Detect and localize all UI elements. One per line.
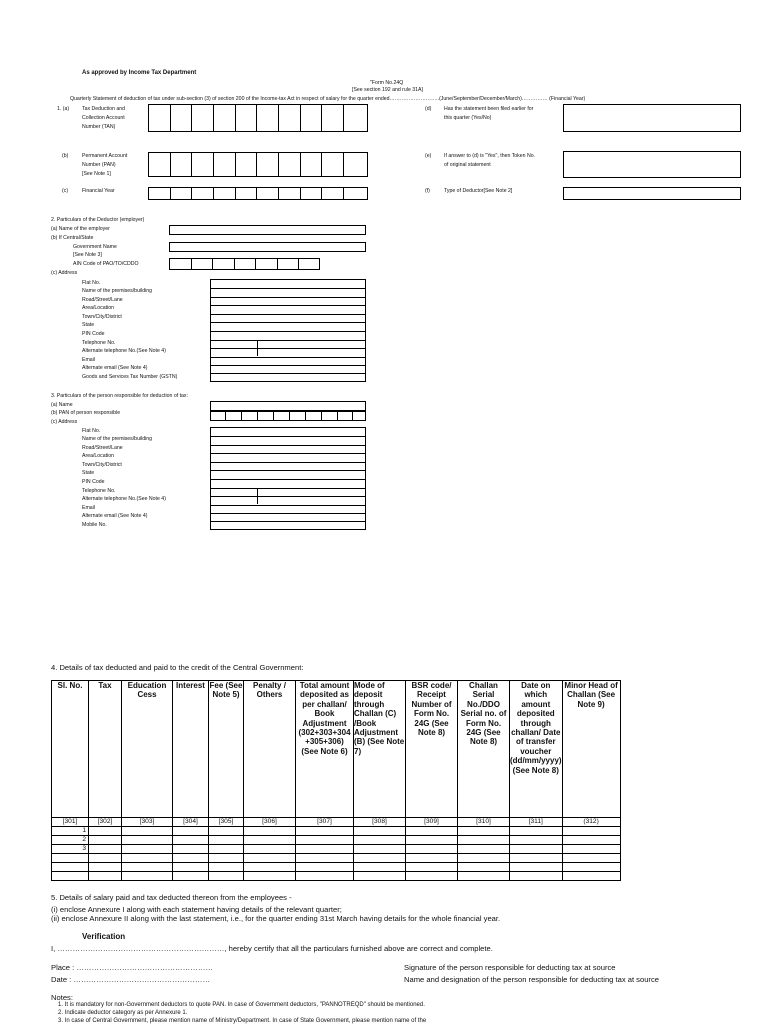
token-number-input[interactable] xyxy=(563,151,741,178)
pan-label-3: [See Note 1] xyxy=(82,171,111,177)
item-1b-number: (b) xyxy=(62,153,69,159)
emp-town-label: Town/City/District xyxy=(82,314,122,320)
verification-title: Verification xyxy=(82,932,126,941)
code-307: [307] xyxy=(296,818,354,827)
code-306: [306] xyxy=(244,818,296,827)
responsible-pan-boxes[interactable] xyxy=(210,411,366,421)
token-label-2: of original statement xyxy=(444,162,491,168)
tan-label-1: Tax Deduction and xyxy=(82,106,125,112)
section3-title: 3. Particulars of the person responsible for deduction of tax: xyxy=(51,393,188,399)
row-serial xyxy=(52,863,89,872)
employer-name-input[interactable] xyxy=(169,225,366,235)
col-header-total-amount: Total amount deposited as per challan/ Book Adjustment (302+303+304 +305+306) (See Note 6) xyxy=(296,681,354,818)
employer-address-label: (c) Address xyxy=(51,270,78,276)
ain-label: AIN Code of PAO/TO/CDDO xyxy=(73,261,139,267)
resp-road-label: Road/Street/Lane xyxy=(82,445,123,451)
col-header-interest: Interest xyxy=(173,681,209,818)
resp-alt-email-label: Alternate email (See Note 4) xyxy=(82,513,148,519)
section2-title: 2. Particulars of the Deductor (employer) xyxy=(51,217,145,223)
col-header-sl-no: Sl. No. xyxy=(52,681,89,818)
resp-town-label: Town/City/District xyxy=(82,462,122,468)
employer-address-grid[interactable] xyxy=(210,279,366,382)
financial-year-boxes[interactable] xyxy=(148,187,368,200)
form-number: "Form No.24Q xyxy=(370,80,404,86)
verification-place[interactable]: Place : ……………………………………………… xyxy=(51,963,214,972)
filed-earlier-input[interactable] xyxy=(563,104,741,132)
item-1c-number: (c) xyxy=(62,188,69,194)
resp-email-label: Email xyxy=(82,505,95,511)
row-serial xyxy=(52,854,89,863)
table-header-row xyxy=(52,681,621,818)
emp-alt-email-label: Alternate email (See Note 4) xyxy=(82,365,148,371)
item-1a-number: 1. (a) xyxy=(57,106,70,112)
tan-label-3: Number (TAN) xyxy=(82,124,116,130)
table-row xyxy=(52,827,621,836)
code-301: [301] xyxy=(52,818,89,827)
govt-label-1: (b) If Central/State xyxy=(51,235,94,241)
table-row xyxy=(52,872,621,881)
filed-earlier-label-1: Has the statement been filed earlier for xyxy=(444,106,534,112)
tax-details-table xyxy=(51,680,621,881)
resp-flat-label: Flat No. xyxy=(82,428,101,434)
rule-reference: [See section 192 and rule 31A] xyxy=(352,87,423,93)
resp-state-label: State xyxy=(82,470,95,476)
pan-input-boxes[interactable] xyxy=(148,152,368,177)
section5-item-ii: (ii) enclose Annexure II along with the last statement, i.e., for the quarter ending 31st March having details for the whole financial year. xyxy=(51,914,501,923)
emp-road-label: Road/Street/Lane xyxy=(82,297,123,303)
emp-premises-label: Name of the premises/building xyxy=(82,288,153,294)
deductor-type-label: Type of Deductor[See Note 2] xyxy=(444,188,513,194)
section5-item-i: (i) enclose Annexure I along with each statement having details of the relevant quarter; xyxy=(51,905,342,914)
item-1f-number: (f) xyxy=(425,188,430,194)
emp-state-label: State xyxy=(82,322,95,328)
tan-label-2: Collection Account xyxy=(82,115,125,121)
section5-title: 5. Details of salary paid and tax deducted thereon from the employees - xyxy=(51,893,292,902)
note-2: 2. Indicate deductor category as per Annexure 1. xyxy=(58,1010,188,1016)
note-3: 3. In case of Central Government, please mention name of Ministry/Department. In case of State Government, please mention name of the xyxy=(58,1018,427,1024)
responsible-address-grid[interactable] xyxy=(210,427,366,530)
name-designation-label: Name and designation of the person responsible for deducting tax at source xyxy=(404,975,659,984)
pan-label-1: Permanent Account xyxy=(82,153,128,159)
code-311: [311] xyxy=(510,818,563,827)
note-1: 1. It is mandatory for non-Government deductors to quote PAN. In case of Government deductors, "PANNOTREQD" should be mentioned. xyxy=(58,1002,425,1008)
tan-input-boxes[interactable] xyxy=(148,104,368,132)
deductor-type-input[interactable] xyxy=(563,187,741,200)
emp-flat-label: Flat No. xyxy=(82,280,101,286)
section4-title: 4. Details of tax deducted and paid to the credit of the Central Government: xyxy=(51,663,304,672)
code-305: [305] xyxy=(209,818,244,827)
col-header-bsr-code: BSR code/ Receipt Number of Form No. 24G (See Note 8) xyxy=(406,681,458,818)
row-serial: 1 xyxy=(52,827,89,836)
statement-title: Quarterly Statement of deduction of tax under sub-section (3) of section 200 of the Income-tax Act in respect of salary for the quarter ended………………………..(June/September/December/March)…………… (Financial Year) xyxy=(70,96,586,102)
col-header-minor-head: Minor Head of Challan (See Note 9) xyxy=(562,681,620,818)
resp-mobile-label: Mobile No. xyxy=(82,522,107,528)
verification-date[interactable]: Date : ……………………………………………… xyxy=(51,975,211,984)
responsible-pan-label: (b) PAN of person responsible xyxy=(51,410,121,416)
emp-telephone-label: Telephone No. xyxy=(82,340,116,346)
resp-pin-label: PIN Code xyxy=(82,479,105,485)
col-header-tax: Tax xyxy=(89,681,122,818)
resp-alt-telephone-label: Alternate telephone No.(See Note 4) xyxy=(82,496,166,502)
row-serial xyxy=(52,872,89,881)
employer-name-label: (a) Name of the employer xyxy=(51,226,110,232)
col-header-penalty: Penalty / Others xyxy=(244,681,296,818)
table-row xyxy=(52,854,621,863)
code-304: [304] xyxy=(173,818,209,827)
approval-line: As approved by Income Tax Department xyxy=(82,70,197,76)
verification-certify: I, …………………………………………………………, hereby certify that all the particulars furnished above are correct and complete. xyxy=(51,944,493,953)
emp-gstn-label: Goods and Services Tax Number (GSTN) xyxy=(82,374,178,380)
govt-label-2: Government Name xyxy=(73,244,117,250)
responsible-name-input[interactable] xyxy=(210,401,366,411)
govt-name-input[interactable] xyxy=(169,242,366,252)
token-label-1: If answer to (d) is "Yes", then Token No. xyxy=(444,153,536,159)
col-header-challan-serial: Challan Serial No./DDO Serial no. of Form No. 24G (See Note 8) xyxy=(458,681,510,818)
pan-label-2: Number (PAN) xyxy=(82,162,116,168)
code-303: [303] xyxy=(122,818,173,827)
col-header-mode-of-deposit: Mode of deposit through Challan (C) /Book Adjustment (B) (See Note 7) xyxy=(354,681,406,818)
resp-telephone-label: Telephone No. xyxy=(82,488,116,494)
resp-area-label: Area/Location xyxy=(82,453,115,459)
code-308: [308] xyxy=(354,818,406,827)
responsible-address-label: (c) Address xyxy=(51,419,78,425)
emp-alt-telephone-label: Alternate telephone No.(See Note 4) xyxy=(82,348,166,354)
table-row xyxy=(52,863,621,872)
responsible-name-label: (a) Name xyxy=(51,402,73,408)
col-header-date: Date on which amount deposited through challan/ Date of transfer voucher (dd/mm/yyyy) (See Note 8) xyxy=(510,681,563,818)
item-1e-number: (e) xyxy=(425,153,432,159)
col-header-fee: Fee (See Note 5) xyxy=(209,681,244,818)
notes-title: Notes: xyxy=(51,993,73,1002)
row-serial: 2 xyxy=(52,836,89,845)
emp-email-label: Email xyxy=(82,357,95,363)
table-row xyxy=(52,836,621,845)
financial-year-label: Financial Year xyxy=(82,188,115,194)
item-1d-number: (d) xyxy=(425,106,432,112)
code-309: [309] xyxy=(406,818,458,827)
code-302: [302] xyxy=(89,818,122,827)
emp-pin-label: PIN Code xyxy=(82,331,105,337)
ain-code-boxes[interactable] xyxy=(169,258,320,270)
row-serial: 3 xyxy=(52,845,89,854)
resp-premises-label: Name of the premises/building xyxy=(82,436,153,442)
col-header-education-cess: Education Cess xyxy=(122,681,173,818)
code-310: [310] xyxy=(458,818,510,827)
column-code-row xyxy=(52,818,621,827)
table-row xyxy=(52,845,621,854)
govt-label-3: [See Note 3] xyxy=(73,252,102,258)
filed-earlier-label-2: this quarter (Yes/No) xyxy=(444,115,492,121)
code-312: (312) xyxy=(562,818,620,827)
signature-label: Signature of the person responsible for deducting tax at source xyxy=(404,963,616,972)
emp-area-label: Area/Location xyxy=(82,305,115,311)
